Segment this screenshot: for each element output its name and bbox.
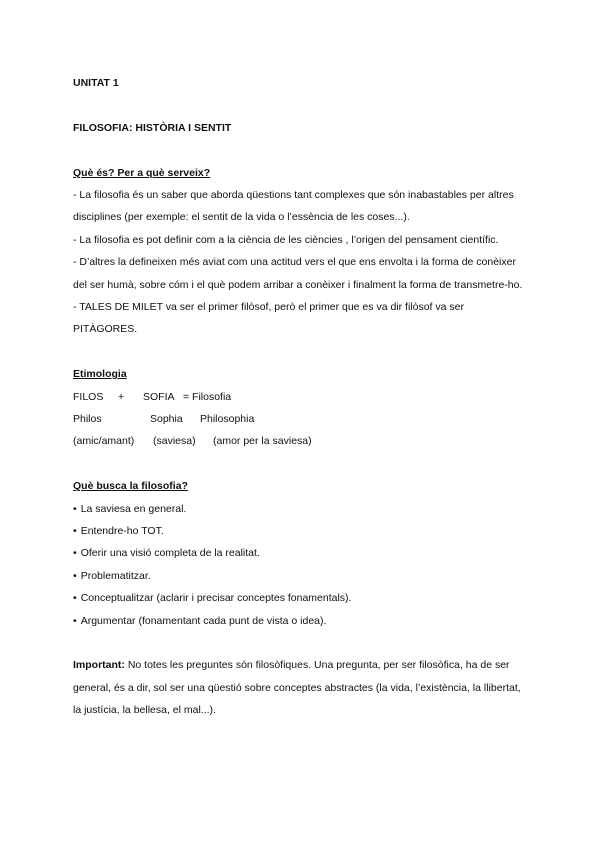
bullet-icon: • bbox=[73, 614, 77, 627]
etymology-row-meaning bbox=[73, 430, 528, 452]
important-label: Important: bbox=[73, 659, 125, 672]
list-item: • Argumentar (fonamentant cada punt de vista o idea). bbox=[73, 614, 327, 627]
important-note bbox=[73, 654, 528, 721]
etym-philosophia: Philosophia bbox=[200, 413, 255, 426]
bullet-icon: • bbox=[73, 569, 77, 582]
etym-sofia: SOFIA bbox=[143, 390, 175, 403]
etym-filos: FILOS bbox=[73, 390, 104, 403]
paragraph-definition-3: - D’altres la defineixen més aviat com una actitud vers el que ens envolta i la forma de conèixer del ser humà, sobre cóm i el què podem arribar a conèixer i finalment la forma de transmetre-ho. bbox=[73, 256, 523, 291]
list-item: • Entendre-ho TOT. bbox=[73, 525, 164, 538]
etym-result: = Filosofia bbox=[183, 390, 232, 403]
etym-plus: + bbox=[118, 390, 125, 403]
important-text: No totes les preguntes són filosòfiques. Una pregunta, per ser filosòfica, ha de ser general, és a dir, sol ser una qüestió sobre conceptes abstractes (la vida, l’existència, la llibertat, la justícia, la bellesa, el mal...). bbox=[73, 659, 521, 717]
etymology-row-greek bbox=[73, 386, 528, 408]
section-heading-etymology: Etimologia bbox=[73, 368, 127, 381]
bullet-icon: • bbox=[73, 525, 77, 538]
main-title: FILOSOFIA: HISTÒRIA I SENTIT bbox=[73, 121, 232, 134]
etym-meaning-wisdom: (saviesa) bbox=[153, 435, 196, 448]
section-heading-what-seeks: Què busca la filosofia? bbox=[73, 480, 188, 493]
unit-title: UNITAT 1 bbox=[73, 77, 119, 89]
list-item: • Problematitzar. bbox=[73, 569, 151, 582]
philosophy-goals-list bbox=[73, 498, 528, 632]
etym-philos: Philos bbox=[73, 413, 102, 426]
bullet-icon: • bbox=[73, 547, 77, 560]
list-item: • Conceptualitzar (aclarir i precisar conceptes fonamentals). bbox=[73, 592, 352, 605]
paragraph-definition-1: - La filosofia és un saber que aborda qüestions tant complexes que són inabastables per altres disciplines (per exemple: el sentit de la vida o l’essència de les coses...). bbox=[73, 189, 514, 224]
etymology-row-latin bbox=[73, 408, 528, 430]
paragraph-thales: - TALES DE MILET va ser el primer filòsof, però el primer que es va dir filòsof va ser PITÀGORES. bbox=[73, 301, 464, 336]
bullet-icon: • bbox=[73, 502, 77, 515]
etym-meaning-love: (amor per la saviesa) bbox=[213, 435, 312, 448]
section-heading-what-is: Què és? Per a què serveix? bbox=[73, 166, 211, 179]
etym-sophia: Sophia bbox=[150, 413, 183, 426]
list-item: • Oferir una visió completa de la realitat. bbox=[73, 547, 260, 560]
document-body bbox=[73, 72, 528, 722]
etym-meaning-friend: (amic/amant) bbox=[73, 435, 135, 448]
bullet-icon: • bbox=[73, 592, 77, 605]
paragraph-definition-2: - La filosofia es pot definir com a la ciència de les ciències , l’origen del pensament científic. bbox=[73, 233, 499, 246]
list-item: • La saviesa en general. bbox=[73, 502, 187, 515]
